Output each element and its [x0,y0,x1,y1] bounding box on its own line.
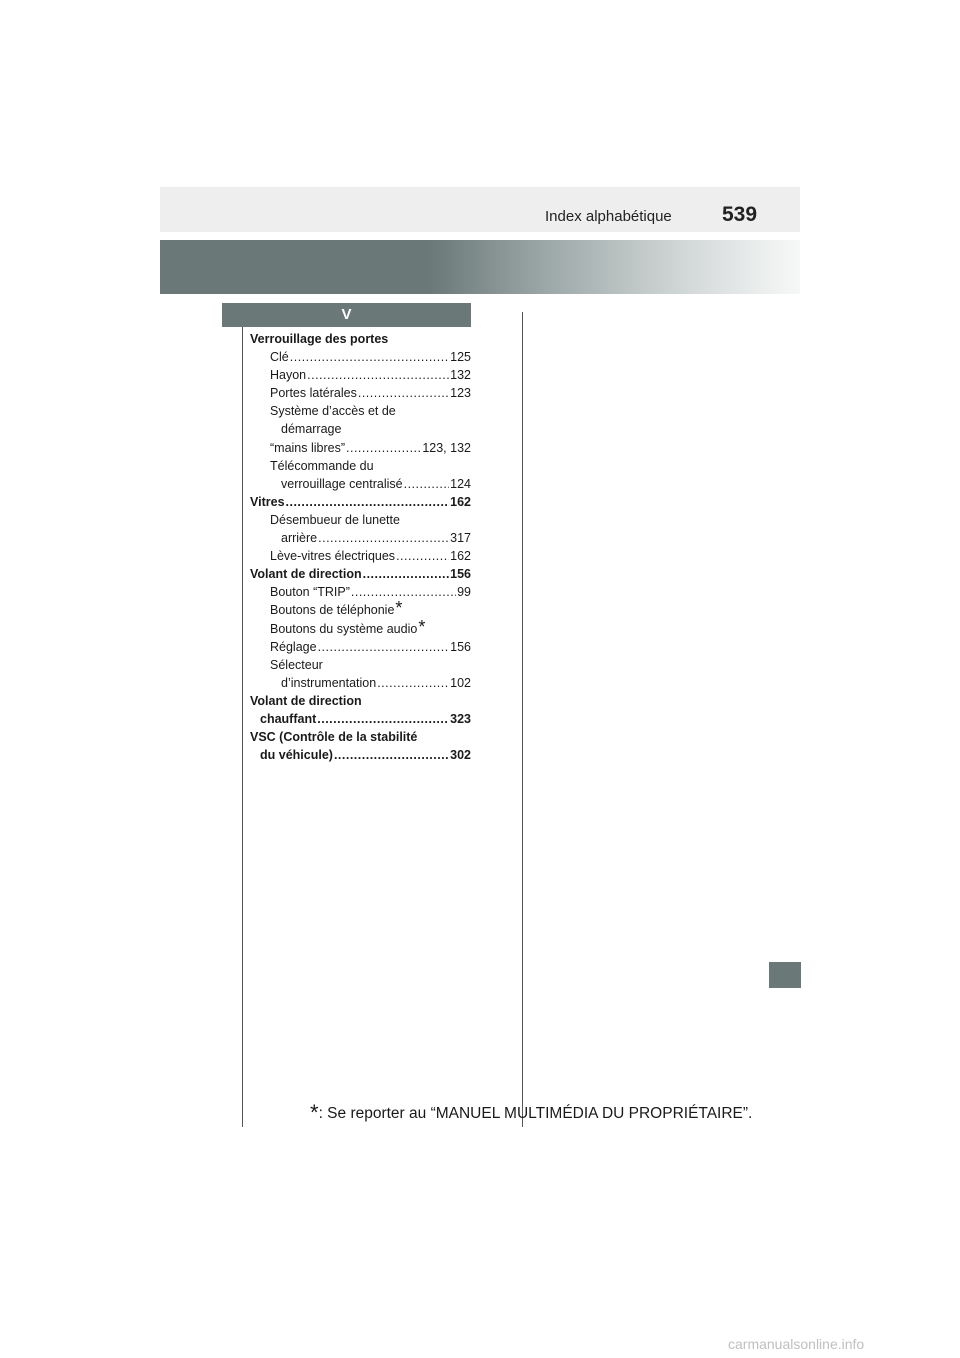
leader-dots [358,384,449,402]
entry-text: Réglage [270,639,317,654]
index-entry-main [250,728,471,746]
index-entry-sub [250,384,471,402]
entry-text: Bouton “TRIP” [270,585,350,600]
column-divider-right [522,312,523,1127]
index-entry-sub [250,529,471,547]
index-entry-sub [250,583,471,601]
entry-page-ref[interactable]: 317 [450,531,471,546]
entry-text: Portes latérales [270,386,357,401]
index-entry-main [250,493,471,511]
entry-text: Désembueur de lunette [270,512,400,527]
leader-dots [377,674,449,692]
index-entry-sub [250,674,471,692]
entry-text: Système d’accès et de [270,404,396,419]
index-entry-sub [250,638,471,656]
entry-text: Vitres [250,494,285,509]
leader-dots [318,529,449,547]
entry-text: arrière [281,531,318,546]
entry-text: Verrouillage des portes [250,332,389,346]
index-entry-sub [250,656,471,674]
footnote-marker: * [310,1100,319,1125]
leader-dots [290,348,449,366]
footnote [310,1100,752,1126]
entry-text: d’instrumentation [281,675,377,690]
leader-dots [396,547,449,565]
index-entry-sub [250,439,471,457]
entry-page-ref[interactable]: 123 [450,386,471,401]
entry-text: Boutons de téléphonie [270,603,395,618]
index-entry-sub: Boutons du système audio * [270,619,426,637]
index-entry-main [250,565,471,583]
index-entry-sub [250,402,471,420]
index-entry-sub [250,511,471,529]
entry-text: Volant de direction [250,567,362,582]
entry-page-ref[interactable]: 125 [450,350,471,365]
entry-page-ref[interactable]: 162 [450,494,471,509]
entry-text: Clé [270,350,289,365]
entry-page-ref[interactable]: 323 [450,711,471,726]
leader-dots [286,493,450,511]
footnote-text: : Se reporter au “MANUEL MULTIMÉDIA DU PROPRIÉTAIRE”. [318,1105,753,1122]
entry-text: chauffant [260,711,317,726]
index-entry-main [250,330,471,348]
leader-dots [318,638,450,656]
leader-dots [346,439,421,457]
entry-page-ref[interactable]: 102 [450,675,471,690]
index-entry-sub [250,457,471,475]
page-number: 539 [722,203,758,226]
index-entry-main [250,746,471,764]
header-bar [160,187,800,232]
watermark: carmanualsonline.info [728,1336,865,1352]
index-entry-sub [250,420,471,438]
index-entry-sub [250,348,471,366]
entry-text: Sélecteur [270,657,323,672]
index-entry-sub [250,366,471,384]
section-letter-header: V [222,303,471,327]
entry-text: “mains libres” [270,440,346,455]
entry-text: Boutons du système audio [270,621,418,636]
entry-page-ref[interactable]: 156 [450,567,471,582]
entry-text: Télécommande du [270,458,374,473]
index-entry-sub [250,475,471,493]
entry-page-ref[interactable]: 132 [450,368,471,383]
entry-page-ref[interactable]: 99 [457,585,471,600]
leader-dots [334,746,449,764]
index-entry-main [250,710,471,728]
entry-page-ref[interactable]: 156 [450,639,471,654]
entry-text: démarrage [281,422,342,437]
leader-dots [363,565,450,583]
chapter-tab [769,962,801,988]
entry-text: Volant de direction [250,693,362,708]
leader-dots [404,475,450,493]
entry-text: du véhicule) [260,748,333,763]
entry-page-ref[interactable]: 302 [450,748,471,763]
index-entry-sub [250,547,471,565]
leader-dots [317,710,449,728]
entry-page-ref[interactable]: 124 [450,476,471,491]
index-entry-main [250,692,471,710]
entry-text: Hayon [270,368,307,383]
entry-page-ref[interactable]: 123, 132 [422,440,471,455]
index-entry-sub: Boutons de téléphonie * [270,601,403,619]
index-list [250,330,471,764]
leader-dots [307,366,449,384]
leader-dots [351,583,456,601]
decorative-banner [160,240,800,294]
page-header-title: Index alphabétique [545,208,672,225]
entry-page-ref[interactable]: 162 [450,549,471,564]
entry-text: Lève-vitres électriques [270,549,396,564]
entry-text: verrouillage centralisé [281,476,403,491]
entry-text: VSC (Contrôle de la stabilité [250,730,418,745]
column-divider-left [242,325,243,1127]
